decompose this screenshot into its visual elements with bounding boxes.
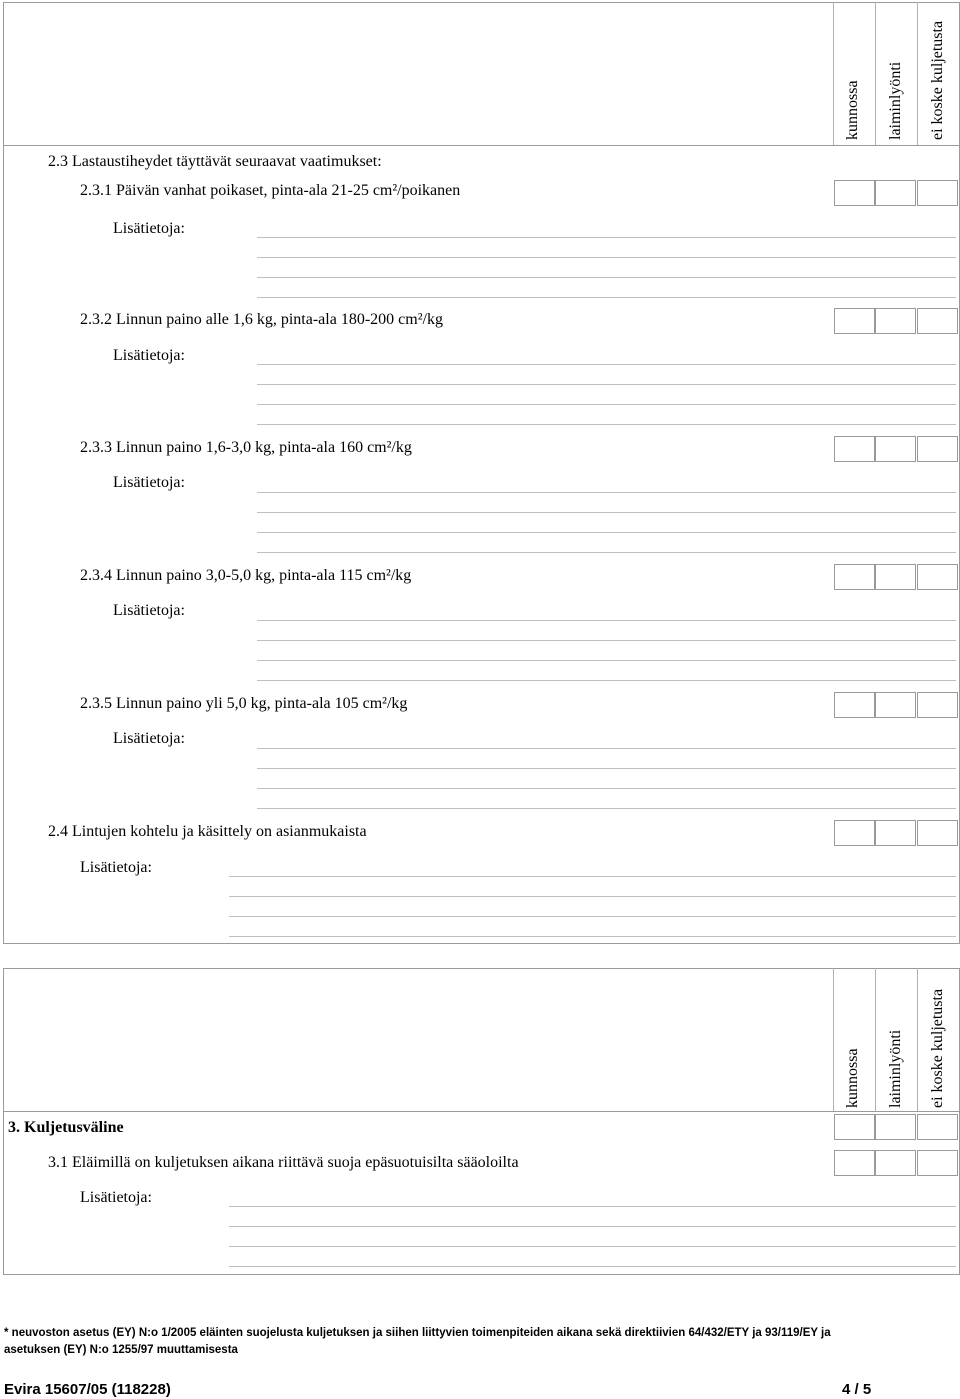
item-2-4-label: 2.4 Lintujen kohtelu ja käsittely on asianmukaista — [48, 823, 367, 840]
checkbox-laiminlyonti[interactable] — [875, 436, 916, 462]
info-line[interactable] — [229, 1246, 956, 1247]
column-header-ei-koske: ei koske kuljetusta — [929, 988, 946, 1108]
info-line[interactable] — [257, 768, 956, 769]
header-divider — [3, 145, 960, 146]
column-header-laiminlyonti: laiminlyönti — [887, 1029, 904, 1108]
info-line[interactable] — [257, 640, 956, 641]
info-label: Lisätietoja: — [113, 602, 185, 619]
footnote-line-2: asetuksen (EY) N:o 1255/97 muuttamisesta — [4, 1344, 238, 1356]
section-3-title: 3. Kuljetusväline — [8, 1119, 124, 1136]
checkbox-kunnossa[interactable] — [834, 436, 875, 462]
checkbox-ei-koske[interactable] — [917, 692, 958, 718]
info-line[interactable] — [229, 1206, 956, 1207]
checkbox-ei-koske[interactable] — [917, 180, 958, 206]
item-2-3-4-label: 2.3.4 Linnun paino 3,0-5,0 kg, pinta-ala 115 cm²/kg — [80, 567, 412, 584]
info-line[interactable] — [257, 237, 956, 238]
column-header-kunnossa: kunnossa — [844, 80, 861, 140]
column-header-laiminlyonti: laiminlyönti — [887, 61, 904, 140]
checkbox-ei-koske[interactable] — [917, 308, 958, 334]
checkbox-kunnossa[interactable] — [834, 692, 875, 718]
checkbox-ei-koske[interactable] — [917, 436, 958, 462]
info-line[interactable] — [257, 404, 956, 405]
column-separator — [917, 968, 918, 1111]
section-3-frame — [3, 968, 960, 1275]
column-separator — [833, 2, 834, 145]
checkbox-laiminlyonti[interactable] — [875, 1150, 916, 1176]
info-line[interactable] — [257, 424, 956, 425]
info-line[interactable] — [229, 916, 956, 917]
info-line[interactable] — [229, 936, 956, 937]
info-line[interactable] — [257, 552, 956, 553]
checkbox-laiminlyonti[interactable] — [875, 564, 916, 590]
checkbox-kunnossa[interactable] — [834, 1150, 875, 1176]
column-separator — [833, 968, 834, 1111]
info-label: Lisätietoja: — [80, 1189, 152, 1206]
column-separator — [875, 2, 876, 145]
info-line[interactable] — [257, 788, 956, 789]
info-line[interactable] — [257, 680, 956, 681]
checkbox-ei-koske[interactable] — [917, 820, 958, 846]
info-line[interactable] — [257, 492, 956, 493]
checkbox-ei-koske[interactable] — [917, 1114, 958, 1140]
info-line[interactable] — [257, 257, 956, 258]
info-line[interactable] — [257, 748, 956, 749]
info-line[interactable] — [257, 532, 956, 533]
item-2-3-intro: 2.3 Lastaustiheydet täyttävät seuraavat vaatimukset: — [48, 153, 382, 170]
checkbox-laiminlyonti[interactable] — [875, 692, 916, 718]
checkbox-laiminlyonti[interactable] — [875, 180, 916, 206]
info-label: Lisätietoja: — [80, 859, 152, 876]
info-line[interactable] — [257, 512, 956, 513]
column-separator — [875, 968, 876, 1111]
column-header-ei-koske: ei koske kuljetusta — [929, 20, 946, 140]
column-header-kunnossa: kunnossa — [844, 1048, 861, 1108]
document-id: Evira 15607/05 (118228) — [4, 1381, 171, 1398]
column-separator — [917, 2, 918, 145]
checkbox-kunnossa[interactable] — [834, 180, 875, 206]
checkbox-laiminlyonti[interactable] — [875, 820, 916, 846]
checkbox-ei-koske[interactable] — [917, 1150, 958, 1176]
info-line[interactable] — [229, 876, 956, 877]
info-line[interactable] — [257, 660, 956, 661]
info-line[interactable] — [229, 896, 956, 897]
item-2-3-1-label: 2.3.1 Päivän vanhat poikaset, pinta-ala 21-25 cm²/poikanen — [80, 182, 461, 199]
footnote-line-1: * neuvoston asetus (EY) N:o 1/2005 eläinten suojelusta kuljetuksen ja siihen liittyvien toimenpiteiden aikana sekä direktiivien 64/432/ETY ja 93/119/EY ja — [4, 1327, 831, 1339]
checkbox-kunnossa[interactable] — [834, 1114, 875, 1140]
checkbox-kunnossa[interactable] — [834, 308, 875, 334]
item-3-1-label: 3.1 Eläimillä on kuljetuksen aikana riittävä suoja epäsuotuisilta sääoloilta — [48, 1154, 519, 1171]
info-line[interactable] — [257, 384, 956, 385]
checkbox-laiminlyonti[interactable] — [875, 1114, 916, 1140]
checkbox-kunnossa[interactable] — [834, 820, 875, 846]
info-line[interactable] — [229, 1266, 956, 1267]
item-2-3-3-label: 2.3.3 Linnun paino 1,6-3,0 kg, pinta-ala 160 cm²/kg — [80, 439, 412, 456]
info-line[interactable] — [257, 277, 956, 278]
info-label: Lisätietoja: — [113, 730, 185, 747]
checkbox-laiminlyonti[interactable] — [875, 308, 916, 334]
checkbox-kunnossa[interactable] — [834, 564, 875, 590]
info-line[interactable] — [257, 620, 956, 621]
header-divider — [3, 1111, 960, 1112]
info-line[interactable] — [257, 808, 956, 809]
info-line[interactable] — [257, 364, 956, 365]
info-line[interactable] — [257, 297, 956, 298]
info-label: Lisätietoja: — [113, 347, 185, 364]
info-line[interactable] — [229, 1226, 956, 1227]
item-2-3-2-label: 2.3.2 Linnun paino alle 1,6 kg, pinta-ala 180-200 cm²/kg — [80, 311, 443, 328]
page-number: 4 / 5 — [842, 1381, 872, 1398]
info-label: Lisätietoja: — [113, 474, 185, 491]
item-2-3-5-label: 2.3.5 Linnun paino yli 5,0 kg, pinta-ala 105 cm²/kg — [80, 695, 408, 712]
checkbox-ei-koske[interactable] — [917, 564, 958, 590]
info-label: Lisätietoja: — [113, 220, 185, 237]
